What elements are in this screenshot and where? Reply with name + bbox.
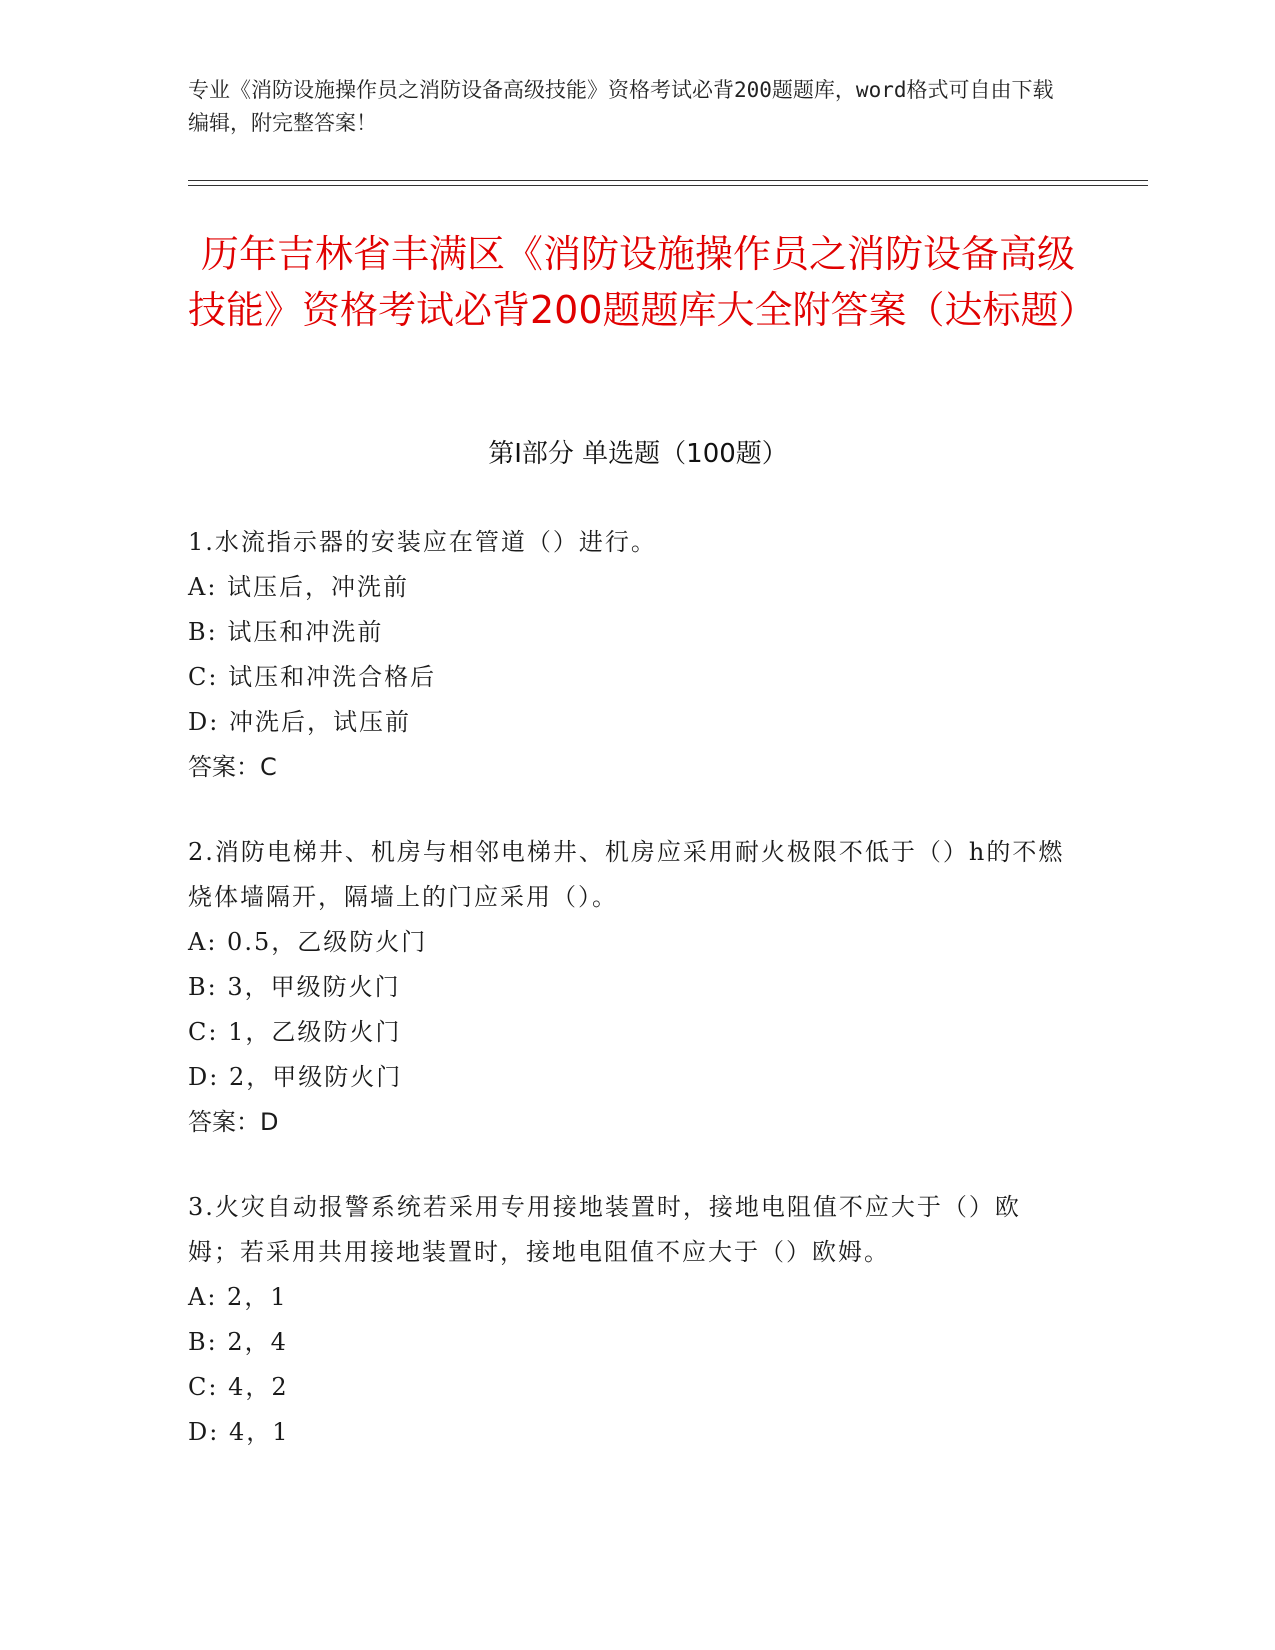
header-note: 专业《消防设施操作员之消防设备高级技能》资格考试必背200题题库，word格式可自由下载编辑，附完整答案！ bbox=[188, 78, 1054, 135]
option-d: D: 2，甲级防火门 bbox=[188, 1063, 403, 1091]
option-c: C: 1，乙级防火门 bbox=[188, 1018, 402, 1046]
option-d: D: 冲洗后，试压前 bbox=[188, 708, 411, 736]
section-title: 第Ⅰ部分 单选题（100题） bbox=[488, 439, 788, 469]
question-1 bbox=[188, 520, 1068, 790]
header-divider-top bbox=[188, 180, 1148, 181]
option-d: D: 4，1 bbox=[188, 1418, 290, 1446]
question-3 bbox=[188, 1185, 1068, 1455]
option-a: A: 试压后，冲洗前 bbox=[188, 573, 410, 601]
question-list bbox=[188, 520, 1068, 1495]
option-b: B: 3，甲级防火门 bbox=[188, 973, 401, 1001]
option-a: A: 0.5，乙级防火门 bbox=[188, 928, 428, 956]
question-stem: 2.消防电梯井、机房与相邻电梯井、机房应采用耐火极限不低于（）h的不燃烧体墙隔开，隔墙上的门应采用（）。 bbox=[188, 838, 1065, 911]
option-b: B: 试压和冲洗前 bbox=[188, 618, 384, 646]
option-a: A: 2，1 bbox=[188, 1283, 288, 1311]
answer: 答案：D bbox=[188, 1108, 279, 1136]
question-stem: 1.水流指示器的安装应在管道（）进行。 bbox=[188, 528, 657, 556]
question-stem: 3.火灾自动报警系统若采用专用接地装置时，接地电阻值不应大于（）欧姆；若采用共用接地装置时，接地电阻值不应大于（）欧姆。 bbox=[188, 1193, 1021, 1266]
option-c: C: 试压和冲洗合格后 bbox=[188, 663, 437, 691]
answer: 答案：C bbox=[188, 753, 277, 781]
header-divider-bottom bbox=[188, 185, 1148, 186]
option-b: B: 2，4 bbox=[188, 1328, 288, 1356]
option-c: C: 4，2 bbox=[188, 1373, 289, 1401]
document-title: 历年吉林省丰满区《消防设施操作员之消防设备高级技能》资格考试必背200题题库大全附答案（达标题） bbox=[188, 232, 1097, 332]
question-2 bbox=[188, 830, 1068, 1145]
